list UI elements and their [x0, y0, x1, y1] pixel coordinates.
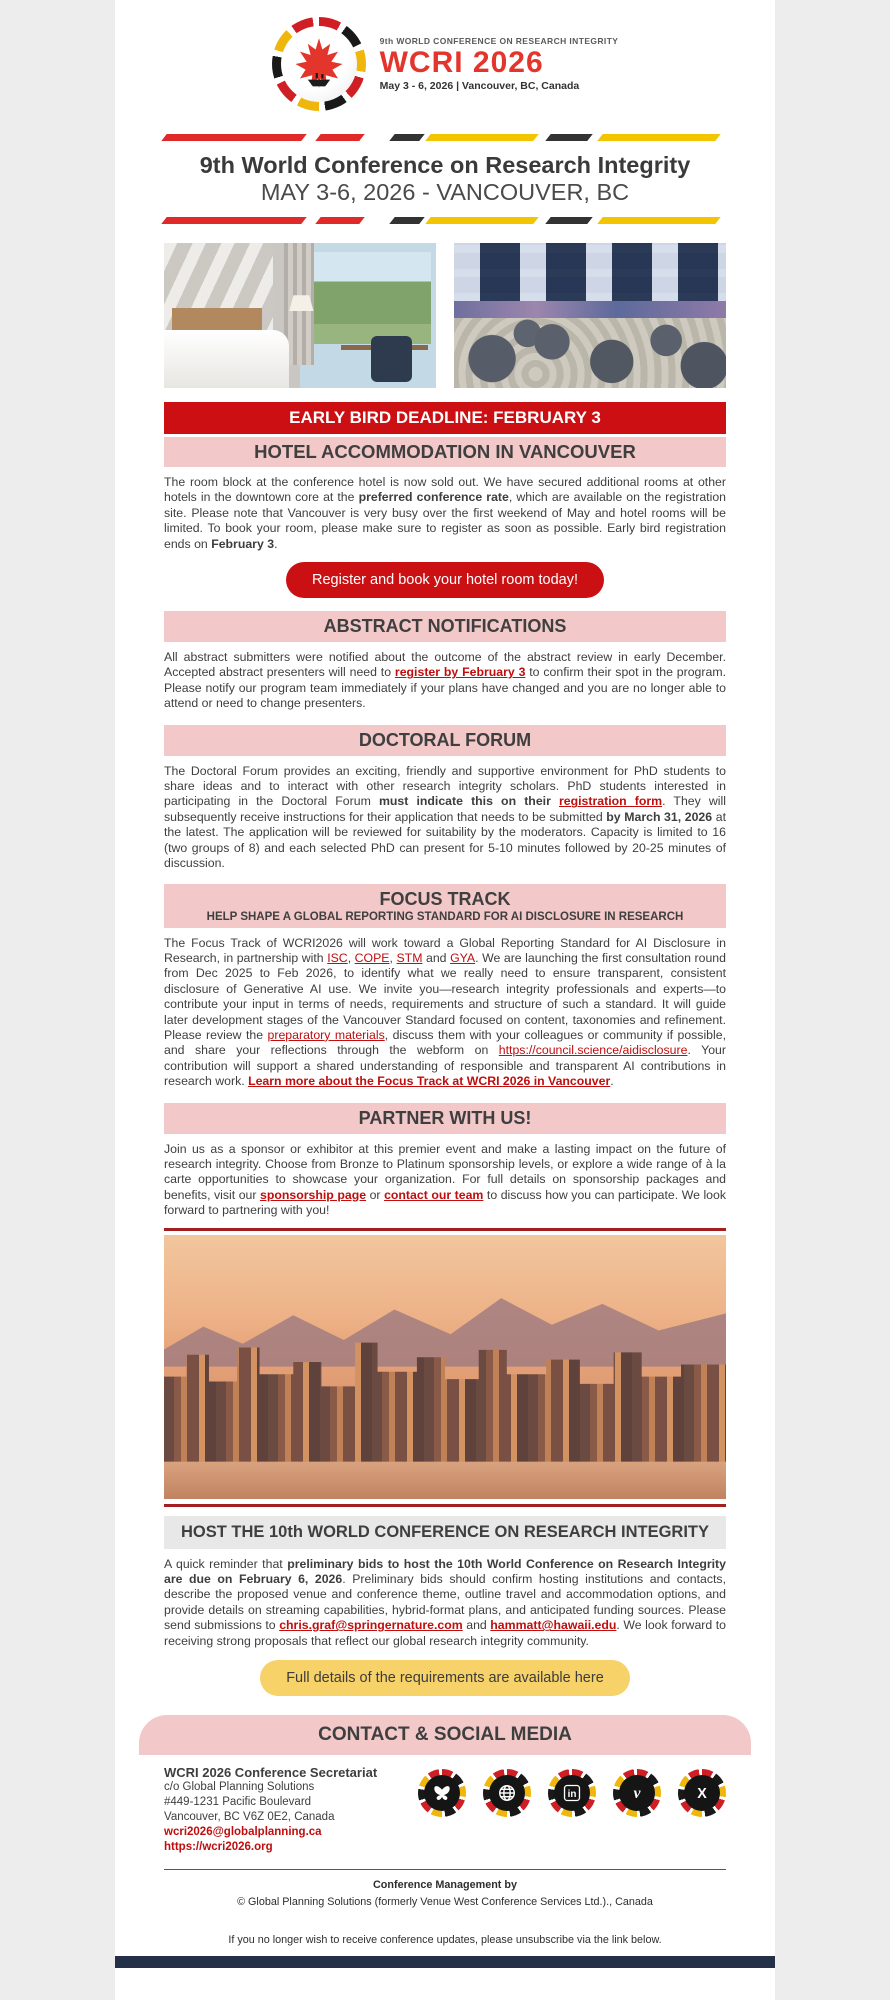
inline-link[interactable]: sponsorship page — [260, 1187, 367, 1202]
inline-link[interactable]: preparatory materials — [267, 1027, 385, 1042]
conference-logo — [115, 0, 775, 112]
contact-details — [164, 1765, 377, 1855]
logo-ring-icon — [272, 17, 366, 111]
inline-link[interactable]: GYA — [450, 950, 476, 965]
inline-link[interactable]: STM — [396, 950, 423, 965]
focus-section-subtitle: HELP SHAPE A GLOBAL REPORTING STANDARD FOR AI DISCLOSURE IN RESEARCH — [206, 910, 684, 923]
text-segment: . — [610, 1074, 614, 1089]
secretariat-name: WCRI 2026 Conference Secretariat — [164, 1765, 378, 1781]
focus-paragraph — [164, 936, 726, 1090]
inline-link[interactable]: https://council.science/aidisclosure — [498, 1043, 688, 1058]
footer-rule — [164, 1869, 726, 1870]
logo-main-title: WCRI 2026 — [379, 45, 544, 79]
host-section-title: HOST THE 10th WORLD CONFERENCE ON RESEARCH INTEGRITY — [164, 1516, 726, 1549]
managed-by-label: Conference Management by — [373, 1879, 517, 1892]
inline-link[interactable]: registration form — [559, 794, 663, 809]
text-segment: The Doctoral Forum provides an exciting, friendly and supportive environment for PhD students to share ideas and to interact with other research integrity scholars. PhD students interested in participating in the Doctoral Forum — [164, 763, 726, 809]
hotel-room-photo — [164, 243, 436, 388]
register-hotel-button[interactable]: Register and book your hotel room today! — [286, 562, 604, 598]
text-segment: . Your contribution will support a shared understanding of responsible and transparent AI contributions in research work. — [164, 1043, 726, 1089]
window-view — [305, 252, 430, 345]
svg-text:in: in — [567, 1789, 577, 1801]
address-line: c/o Global Planning Solutions — [164, 1781, 315, 1794]
early-bird-banner: EARLY BIRD DEADLINE: FEBRUARY 3 — [164, 402, 726, 434]
doctoral-section-title: DOCTORAL FORUM — [164, 725, 726, 756]
inline-link[interactable]: chris.graf@springernature.com — [279, 1618, 463, 1633]
address-line: Vancouver, BC V6Z 0E2, Canada — [164, 1811, 335, 1824]
divider-segment — [597, 217, 720, 224]
logo-small-title: 9th WORLD CONFERENCE ON RESEARCH INTEGRITY — [379, 35, 619, 46]
inline-link[interactable]: contact our team — [384, 1187, 484, 1202]
wall-screen — [454, 301, 726, 318]
svg-text:X: X — [697, 1786, 707, 1803]
abstract-paragraph — [164, 650, 726, 712]
text-segment: . We are launching the first consultation round from Dec 2025 to Feb 2026, to identify what we really need to ensure transparent, consistent disclosure of Generative AI use. We invite you—research integrity professionals and experts—to contribute your input in terms of needs, requirements and structure of such a standard. It will guide later development stages of the Vancouver Standard focused on content, taxonomies and refinement. Please review the — [164, 950, 726, 1042]
photo-row — [115, 243, 775, 388]
divider-bar — [164, 217, 726, 224]
contact-section-title: CONTACT & SOCIAL MEDIA — [139, 1715, 751, 1755]
host-paragraph — [164, 1557, 726, 1649]
contact-row — [164, 1765, 726, 1855]
logo-inner-circle — [281, 26, 357, 102]
red-rule-top — [164, 1228, 726, 1231]
unsubscribe-text: If you no longer wish to receive conference updates, please unsubscribe via the link below. — [228, 1934, 662, 1947]
text-segment: , — [347, 950, 355, 965]
requirements-button[interactable]: Full details of the requirements are available here — [260, 1660, 630, 1696]
logo-subtitle: May 3 - 6, 2026 | Vancouver, BC, Canada — [379, 80, 580, 93]
hotel-button-wrap — [115, 552, 775, 598]
divider-segment — [425, 217, 538, 224]
svg-text:v: v — [633, 1784, 641, 1802]
conference-website-link[interactable]: https://wcri2026.org — [164, 1841, 273, 1854]
text-segment: . — [274, 536, 278, 551]
divider-segment — [315, 217, 364, 224]
divider-bar — [164, 134, 726, 141]
desk-chair — [371, 336, 412, 382]
text-segment: at the latest. The application will be reviewed for suitability by the moderators. Capacity is limited to 16 (two groups of 8) and each selected PhD can present for 5-10 minutes followed by 20-25 minutes of discussion. — [164, 809, 726, 871]
focus-section-banner — [164, 884, 726, 928]
divider-segment — [161, 134, 306, 141]
divider-segment — [389, 134, 424, 141]
logo-text — [380, 36, 619, 93]
focus-section-title: FOCUS TRACK — [379, 888, 511, 909]
text-segment: to confirm their spot in the program. Please notify our program team immediately if your plans have changed and you are no longer able to attend or need to change presenters. — [164, 665, 726, 711]
text-segment: . Preliminary bids should confirm hosting institutions and contacts, describe the proposed venue and conference theme, outline travel and accommodation options, and provide details on streaming capabilities, hybrid-format plans, and anticipated funding sources. Please send submissions to — [164, 1572, 726, 1633]
text-segment: by March 31, 2026 — [606, 809, 713, 824]
linkedin-icon-inner — [554, 1775, 590, 1811]
globe-icon-inner — [489, 1775, 525, 1811]
divider-segment — [597, 134, 720, 141]
vimeo-icon-inner — [619, 1775, 655, 1811]
bluesky-icon-inner — [424, 1775, 460, 1811]
text-segment: A quick reminder that — [164, 1556, 288, 1571]
email-body — [115, 0, 775, 2000]
bluesky-icon[interactable] — [418, 1769, 466, 1817]
city-buildings — [164, 1340, 726, 1461]
maple-leaf-icon — [291, 36, 347, 92]
ceiling-lights — [454, 243, 726, 301]
waterfront — [164, 1462, 726, 1499]
text-segment: The Focus Track of WCRI2026 will work toward a Global Reporting Standard for AI Disclosure in Research, in partnership with — [164, 935, 726, 965]
doctoral-paragraph — [164, 764, 726, 872]
conference-title: 9th World Conference on Research Integrity — [199, 152, 691, 178]
partner-section-title: PARTNER WITH US! — [164, 1103, 726, 1134]
text-segment: . We look forward to receiving strong proposals that reflect our global research integrity community. — [164, 1618, 727, 1648]
text-segment: preferred conference rate — [358, 490, 509, 505]
red-rule-bottom — [164, 1504, 726, 1507]
divider-segment — [315, 134, 364, 141]
bed — [164, 330, 289, 388]
bottom-bar — [115, 1956, 775, 1968]
divider-segment — [425, 134, 538, 141]
inline-link[interactable]: register by February 3 — [394, 665, 526, 680]
text-segment: The room block at the conference hotel is now sold out. We have secured additional rooms at other hotels in the downtown core at the — [164, 475, 726, 505]
hotel-paragraph — [164, 475, 726, 552]
banquet-tables — [454, 318, 726, 388]
vancouver-skyline-photo — [164, 1235, 726, 1499]
text-segment: preliminary bids to host the 10th World Conference on Research Integrity are due on February 6, 2026 — [164, 1556, 726, 1586]
divider-segment — [161, 217, 306, 224]
abstract-section-title: ABSTRACT NOTIFICATIONS — [164, 611, 726, 642]
text-segment: All abstract submitters were notified about the outcome of the abstract review in early December. Accepted abstract presenters will need to — [164, 650, 726, 680]
inline-link[interactable]: hammatt@hawaii.edu — [490, 1618, 617, 1633]
globe-icon[interactable] — [483, 1769, 531, 1817]
text-segment: , — [389, 950, 397, 965]
inline-link[interactable]: ISC — [327, 950, 348, 965]
x-icon-inner — [684, 1775, 720, 1811]
inline-link[interactable]: COPE — [354, 950, 390, 965]
address-line: #449-1231 Pacific Boulevard — [164, 1796, 312, 1809]
host-button-wrap — [115, 1649, 775, 1696]
hotel-section-title: HOTEL ACCOMMODATION IN VANCOUVER — [164, 437, 726, 467]
divider-segment — [545, 217, 592, 224]
text-segment: and — [462, 1618, 491, 1633]
secretariat-email-link[interactable]: wcri2026@globalplanning.ca — [164, 1826, 322, 1839]
text-segment: February 3 — [211, 536, 275, 551]
social-media-row — [418, 1765, 726, 1817]
text-segment: to discuss how you can participate. We look forward to partnering with you! — [164, 1187, 727, 1218]
ballroom-photo — [454, 243, 726, 388]
text-segment: Join us as a sponsor or exhibitor at this premier event and make a lasting impact on the future of research integrity. Choose from Bronze to Platinum sponsorship levels, or explore a wide range of à la carte opportunities to showcase your organization. For full details on sponsorship packages and benefits, visit our — [164, 1141, 726, 1202]
text-segment: or — [366, 1187, 385, 1202]
text-segment: , discuss them with your colleagues or community if possible, and share your reflections through the webform on — [164, 1027, 727, 1058]
inline-link[interactable]: Learn more about the Focus Track at WCRI 2026 in Vancouver — [248, 1074, 611, 1089]
text-segment: must indicate this on their — [378, 794, 559, 809]
conference-date-location: MAY 3-6, 2026 - VANCOUVER, BC — [260, 179, 630, 205]
copyright-text: © Global Planning Solutions (formerly Venue West Conference Services Ltd.)., Canada — [237, 1896, 653, 1909]
partner-paragraph — [164, 1142, 726, 1219]
text-segment: . They will subsequently receive instructions for their application that needs to be submitted — [164, 794, 726, 824]
masthead — [115, 152, 775, 206]
divider-segment — [389, 217, 424, 224]
x-icon[interactable] — [678, 1769, 726, 1817]
text-segment: and — [422, 950, 451, 965]
divider-segment — [545, 134, 592, 141]
text-segment: , which are available on the registration site. Please note that Vancouver is very busy over the first weekend of May and hotel rooms will be limited. To book your room, please make sure to register as soon as possible. Early bird registration ends on — [164, 490, 726, 551]
vimeo-icon[interactable] — [613, 1769, 661, 1817]
linkedin-icon[interactable] — [548, 1769, 596, 1817]
